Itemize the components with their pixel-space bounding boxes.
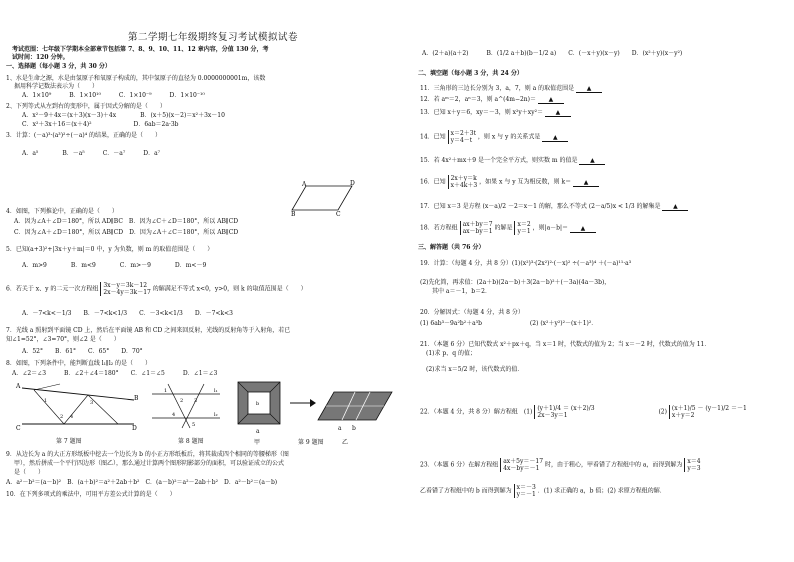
section-fill-heading: 二、填空题（每小题 3 分，共 24 分） [418,70,523,77]
q18-sol2: y＝1 [517,228,531,235]
q4-parallelogram-figure [292,180,356,216]
fig7-caption: 第 7 题图 [56,438,82,445]
q22-s2-eq2: x＋y＝2 [671,412,695,419]
q23-solution-yi [514,484,536,498]
q12 [420,96,564,104]
q18-sol1: x＝2 [517,221,531,228]
q15 [420,157,605,165]
fig7-angle-1: 1 [44,398,48,404]
q16-eq1: 2x＋y＝k [450,175,477,182]
q18-text-end: ，则|a－b|＝ [532,224,569,232]
fig8-caption: 第 8 题图 [178,438,204,445]
q19-part1: 19．计算：（每题 4 分，共 8 分）(1)(x²)³·(2x²)²·(－x)² ÷(－a³)⁴ ＋(－a)¹¹·a³ [420,260,632,267]
figA-label-a: a [256,428,260,435]
q23-text-cont: 时，由于粗心，甲看错了方程组中的 a，而得到解为 [544,461,683,469]
q14-blank-mark: ▲ [552,133,558,141]
q16-blank-mark: ▲ [583,178,589,186]
q9-options: A．a²－b²＝(a－b)² B．(a＋b)²＝a²＋2ab＋b² C．(a－b)²＝a²－2ab＋b² D．a²－b²＝(a－b) [6,479,278,486]
q23-jia-x: x＝4 [687,458,701,465]
q23-system [500,458,543,472]
q13-answer-blank[interactable] [545,109,571,117]
fig7-angle-2: 2 [60,414,64,420]
figB-caption: 乙 [342,439,349,446]
q1-options: A．1×10⁹ B．1×10¹⁰ C．1×10⁻⁹ D．1×10⁻¹⁰ [22,92,205,99]
q18 [420,221,596,235]
q14-answer-blank[interactable] [542,134,568,142]
q2-options-ab: A．x²－9＋4x＝(x＋3)(x－3)＋4x B．(x＋5)(x－2)＝x²＋3x－10 [22,112,225,119]
q23-eq1: ax＋5y＝－17 [503,458,544,465]
fig4-label-a: A [302,181,307,188]
q4-stem: 4．如图，下列推论中，正确的是（ ） [6,208,118,215]
q17-text: 17．已知 x＝3 是方程 (x－a)/2 －2＝x－1 的解，那么不等式 (2－a/5)x < 1/3 的解集是 [420,203,661,210]
q7-options: A．52° B．61° C．65° D．70° [22,348,143,355]
q5-stem: 5．已知(a+3)²+|3x＋y＋m|＝0 中，y 为负数，则 m 的取值范围是（ ） [6,246,214,253]
q23-solution-jia [684,458,700,472]
q22-s1-eq1: (y＋1)/4 ＝ (x＋2)/3 [537,405,595,412]
q13 [420,109,571,117]
q11-blank-mark: ▲ [586,85,592,92]
q23 [420,458,701,472]
q7-stem: 7．光线 a 照射到平面镜 CD 上，然后在平面镜 AB 和 CD 之间来回反射，光线的反射角等于入射角，若已 [6,327,291,334]
q12-text: 12．若 aᵐ＝2，aⁿ＝3，则 a^(4m−2n)＝ [420,96,537,103]
q3-options: A．a⁵ B．－a⁵ C．－a⁷ D．a⁷ [22,150,161,157]
q23-yi-y: y＝－1 [516,491,536,498]
fig4-label-b: B [291,211,296,218]
q16-equation-system [448,175,478,189]
q15-answer-blank[interactable] [579,157,605,165]
q9-parallelogram-figure [318,390,394,422]
q11-text: 11．三角形的三边长分别为 3，a，7，则 a 的取值范围是 [420,85,575,92]
fig7-label-b: B [134,395,139,402]
q9-stem: 9．从边长为 a 的大正方形纸板中挖去一个边长为 b 的小正方形纸板后，将其裁成四个相同的等腰梯形（图 [6,451,289,458]
q14 [420,130,568,144]
q5-options: A．m>9 B．m<9 C．m>－9 D．m<－9 [22,262,207,269]
q8-parallel-lines-figure [150,382,224,430]
fig8-angle-4: 4 [172,412,176,418]
q19-part2-values: 其中 a＝－1，b＝2． [420,288,491,295]
fig4-label-c: C [336,211,341,218]
figA-caption: 甲 [254,439,261,446]
q23-yi-text: 乙看错了方程组中的 b 而得到解为 [420,487,512,495]
q6-stem [6,282,307,296]
q14-text: 14．已知 [420,133,446,141]
q11 [420,85,602,93]
q16-eq2: x＋4k＋3 [450,182,478,189]
q15-blank-mark: ▲ [590,157,595,164]
q18-text: 18．若方程组 [420,224,458,232]
q3-stem: 3．计算：(－a)³·(a³)²÷(－a)⁴ 的结果，正确的是（ ） [6,132,162,139]
q12-answer-blank[interactable] [538,96,564,104]
q7-stem-cont: 知∠1=52°，∠3=70°，则∠2 是（ ） [6,336,120,343]
page-title: 第二学期七年级期终复习考试模拟试卷 [128,32,299,43]
figB-label-a: a [338,425,342,432]
q22-part2-label: (2) [658,408,667,416]
fig7-angle-4: 4 [70,414,74,420]
q22-system1 [534,405,594,419]
figA-label-b: b [256,401,260,407]
fig8-angle-5: 5 [192,422,196,428]
q19-part2: (2)先化简，再求值：(2a＋b)(2a－b)＋3(2a－b)²＋(－3a)(4a－3b)， [420,279,611,286]
q6-equation-system [100,282,151,296]
q23-yi-x: x＝－3 [516,484,536,491]
q22-text: 22．（本题 4 分，共 8 分）解方程组 (1) [420,408,533,416]
figB-label-b: b [352,425,356,432]
q6-eq1: 3x－y＝3k－12 [103,282,148,289]
q18-equation-system [460,221,493,235]
q23-eq2: 4x－by＝－1 [503,465,540,472]
q2-stem: 2、下列等式从左到右的变形中，属于因式分解的是（ ） [6,103,166,110]
q18-text-cont: 的解是 [494,224,513,232]
q21-stem: 21．（本题 6 分）已知代数式 x²＋px＋q，当 x＝1 时，代数式的值为 2；当 x＝－2 时，代数式的值为 11． [420,341,711,348]
q6-stem-cont: 的解满足不等式 x<0，y>0，则 k 的取值范围是（ ） [152,285,307,293]
q16-answer-blank[interactable] [573,179,599,187]
q13-blank-mark: ▲ [555,109,561,116]
q10-stem: 10．在下列多项式的乘法中，可用平方差公式计算的是（ ） [6,491,176,498]
q17-answer-blank[interactable] [662,203,688,211]
q6-stem-text: 6．若关于 x、y 的二元一次方程组 [6,285,99,293]
q9-stem-end: 是（ ） [14,469,45,476]
fig8-label-l1: l₁ [214,388,218,394]
q22-s2-eq1: (x＋1)/5 － (y－1)/2 ＝－1 [671,405,747,412]
fig7-label-a: A [16,383,21,390]
q18-blank-mark: ▲ [580,224,586,232]
fig7-angle-3: 3 [90,400,94,406]
q14-eq1: x＝2＋3t [450,130,476,137]
q23-text: 23．（本题 6 分）在解方程组 [420,461,499,469]
fig8-angle-1: 1 [164,388,168,394]
q21-part1: (1)求 p、q 的值； [420,350,476,357]
q22-s1-eq2: 2x－3y＝1 [537,412,568,419]
q2-options-cd: C．x²＋3x＋16＝(x＋4)² D．6ab＝2a·3b [22,121,179,128]
q8-options: A．∠2＝∠3 B．∠2＋∠4＝180° C．∠1＝∠5 D．∠1＝∠3 [12,370,218,377]
fig4-label-d: D [350,180,355,187]
q14-eq2: y＝4－t [450,137,473,144]
q15-text: 15．若 4x²＋mx＋9 是一个完全平方式，则实数 m 的值是 [420,157,578,164]
q17 [420,203,688,211]
fig8-angle-3: 3 [194,398,198,404]
q18-solution-system [514,221,530,235]
fig8-label-l2: l₂ [214,412,218,418]
q17-blank-mark: ▲ [673,203,678,210]
section-answer-heading: 三、解答题（共 76 分） [418,244,485,251]
q4-options-cd: C．因为∠A＋∠D＝180°，所以 AB∥CD D．因为∠A＋∠C＝180°，所以 AB∥CD [14,229,239,236]
q1-stem: 1、水是生命之源，水是由氢原子和氧原子构成的，其中氢原子的直径为 0.0000000001m，该数 [6,75,266,82]
q16 [420,175,599,189]
q14-text-cont: ，则 x 与 y 的关系式是 [477,133,541,141]
q7-mirror-figure [14,380,142,432]
q22-system2 [669,405,747,419]
q10-options: A．(2＋a)(a＋2) B．(1/2 a＋b)(b－1/2 a) C．(－x＋y)(x－y) D．(x²＋y)(x－y²) [422,50,683,57]
q11-answer-blank[interactable] [576,85,602,93]
q20-parts: (1) 6ab³－9a²b²＋a³b (2) (x²＋y²)²－(x＋1)²． [420,320,598,327]
fig7-label-c: C [16,425,21,432]
fig7-label-d: D [132,425,137,432]
q23-line2 [420,484,666,498]
q6-eq2: 2x－4y＝3k－17 [103,289,151,296]
q18-eq2: ax－by＝1 [462,228,493,235]
q9-square-figure [236,380,282,426]
q23-tasks: ．(1) 求正确的 a，b 值；(2) 求原方程组的解． [537,487,666,495]
q18-answer-blank[interactable] [570,225,596,233]
q22 [420,405,747,419]
q21-part2: (2)求当 x＝5/2 时，该代数式的值． [420,366,524,373]
q4-options-ab: A．因为∠A＋∠D＝180°，所以 AD∥BC B．因为∠C＋∠D＝180°，所以 AB∥CD [14,218,239,225]
q9-stem-cont: 甲），然后拼成一个平行四边形（图乙），那么通过计算两个图形阴影部分的面积，可以验证成立的公式 [14,460,285,467]
q23-jia-y: y＝3 [687,465,701,472]
q9-arrow-icon [290,398,316,408]
q16-text-cont: ，如果 x 与 y 互为相反数，则 k＝ [479,178,572,186]
q18-eq1: ax＋by＝7 [462,221,493,228]
section-choice-heading: 一、选择题（每小题 3 分，共 30 分） [6,63,111,70]
q13-text: 13．已知 x＋y＝6，xy＝－3，则 x²y＋xy²＝ [420,109,543,116]
q20-stem: 20．分解因式：（每题 4 分，共 8 分） [420,309,524,316]
exam-intro-line1: 考试范围：七年级下学期本全部章节包括第 7、8、9、10、11、12 章内容，分值 130 分，考 [12,46,269,53]
q12-blank-mark: ▲ [548,96,554,103]
fig9-caption: 第 9 题图 [298,439,324,446]
q14-equation-system [448,130,476,144]
q6-options: A．－7<k<－1/3 B．－7<k<1/3 C．－3<k<1/3 D．－7<k<3 [22,310,233,317]
q16-text: 16．已知 [420,178,446,186]
exam-intro-line2: 试时间：120 分钟。 [12,54,69,61]
q1-stem-cont: 据用科学记数法表示为（ ） [14,83,99,90]
q8-stem: 8．如图，下列条件中，能判断直线 l₁∥l₂ 的是（ ） [6,360,152,367]
fig8-angle-2: 2 [180,398,184,404]
